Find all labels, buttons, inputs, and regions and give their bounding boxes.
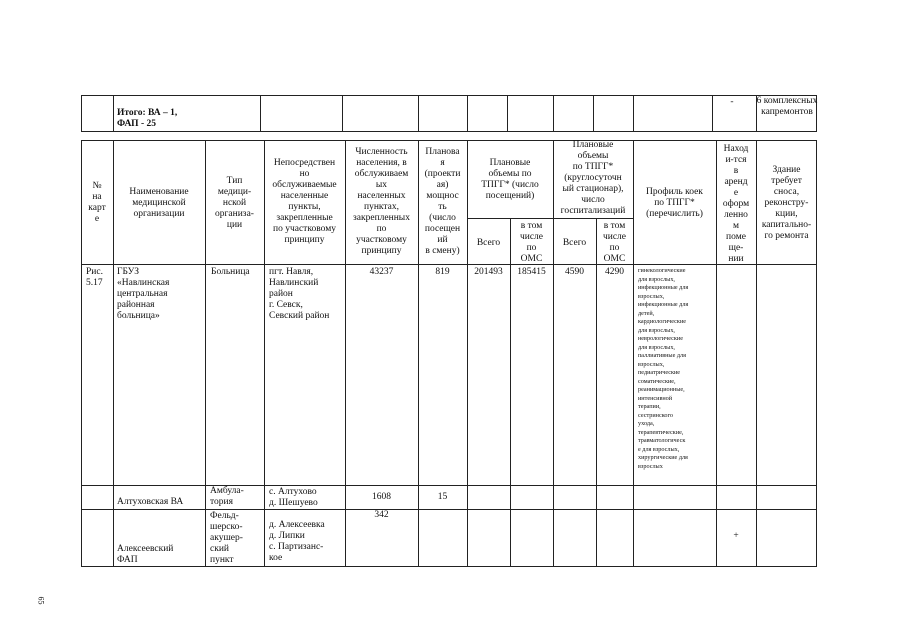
- row1-name: ГБУЗ «Навлинская центральная районная больница»: [117, 267, 170, 321]
- row2-name: Алтуховская ВА: [117, 497, 184, 507]
- row-divider: [81, 485, 817, 486]
- header-profile: Профиль коек по ТПГГ* (перечислить): [646, 187, 703, 219]
- row2-population: 1608: [372, 492, 391, 502]
- summary-kapremont: 6 комплексных капремонтов: [756, 96, 818, 117]
- header-num: № на карт е: [88, 181, 106, 224]
- summary-divider: [633, 95, 634, 132]
- row1-visits-oms: 185415: [517, 267, 546, 277]
- header-hosp-total: Всего: [562, 238, 587, 248]
- summary-divider: [260, 95, 261, 132]
- column-divider: [467, 140, 468, 567]
- summary-divider: [418, 95, 419, 132]
- row3-population: 342: [374, 510, 389, 520]
- row1-served: пгт. Навля, Навлинский район г. Севск, Севский район: [269, 267, 330, 321]
- header-rent: Наход и-тся в аренд е оформ леннo м поме ще- нии: [722, 144, 750, 264]
- header-population: Численность населения, в обслуживаем ых населенных пунктах, закрепленных по участковому принципу: [353, 147, 410, 256]
- summary-divider: [467, 95, 468, 132]
- header-visits-total: Всего: [476, 238, 501, 248]
- summary-total-label: Итого: ВА – 1, ФАП - 25: [117, 108, 178, 129]
- summary-divider: [507, 95, 508, 132]
- row1-profile: гинекологические для взрослых, инфекционные для взрослых, инфекционные для детей, кардиологические для взрослых, неврологические для взрослых, паллиативные для взрослых, педиатрические соматические, реанимационные, интенсивной терапии, сестринского ухода, терапевтические, травматологическ е для взрослых, хирургические для взрослых: [638, 267, 689, 470]
- summary-divider: [113, 95, 114, 132]
- row3-served: д. Алексеевка д. Липки с. Партизанс- кое: [269, 520, 325, 563]
- header-hosp-oms: в том числе по ОМС: [602, 221, 627, 264]
- row3-name: Алексеевский ФАП: [117, 544, 174, 565]
- summary-divider: [342, 95, 343, 132]
- row1-type: Больница: [211, 267, 250, 277]
- row2-capacity: 15: [437, 492, 448, 502]
- row1-hosp-oms: 4290: [605, 267, 624, 277]
- row3-type: Фельд- шерско- акушер- ский пункт: [210, 511, 243, 565]
- header-repair: Здание требует сноса, реконстру- кции, капитально- го ремонта: [761, 165, 812, 241]
- summary-divider: [553, 95, 554, 132]
- header-bottom: [81, 264, 817, 265]
- row1-num: Рис. 5.17: [86, 267, 103, 288]
- row1-visits-total: 201493: [474, 267, 503, 277]
- header-visits: Плановые объемы по ТПГГ* (число посещений): [481, 158, 539, 201]
- row3-repair: +: [733, 531, 739, 541]
- header-type: Тип медици- нской организа- ции: [215, 176, 254, 230]
- row2-served: с. Алтухово д. Шешуево: [269, 487, 318, 508]
- header-subdivider: [467, 218, 633, 219]
- summary-divider: [593, 95, 594, 132]
- page-number: 65: [36, 596, 46, 605]
- row1-capacity: 819: [435, 267, 450, 277]
- row-divider: [81, 509, 817, 510]
- header-hosp: Плановые объемы по ТПГГ* (круглосуточн ый стационар), число госпитализаций: [560, 140, 626, 216]
- row1-population: 43237: [369, 267, 394, 277]
- row2-type: Амбула- тория: [210, 486, 244, 507]
- summary-dash: -: [730, 97, 734, 107]
- header-visits-oms: в том числе по ОМС: [519, 221, 544, 264]
- row1-hosp-total: 4590: [565, 267, 584, 277]
- header-served: Непосредствен но обслуживаемые населенные пункты, закрепленные по участковому принципу: [272, 158, 337, 245]
- header-capacity: Планова я (проекти ая) мощнос ть (число посещен ий в смену): [424, 147, 461, 256]
- header-name: Наименование медицинской организации: [129, 187, 189, 219]
